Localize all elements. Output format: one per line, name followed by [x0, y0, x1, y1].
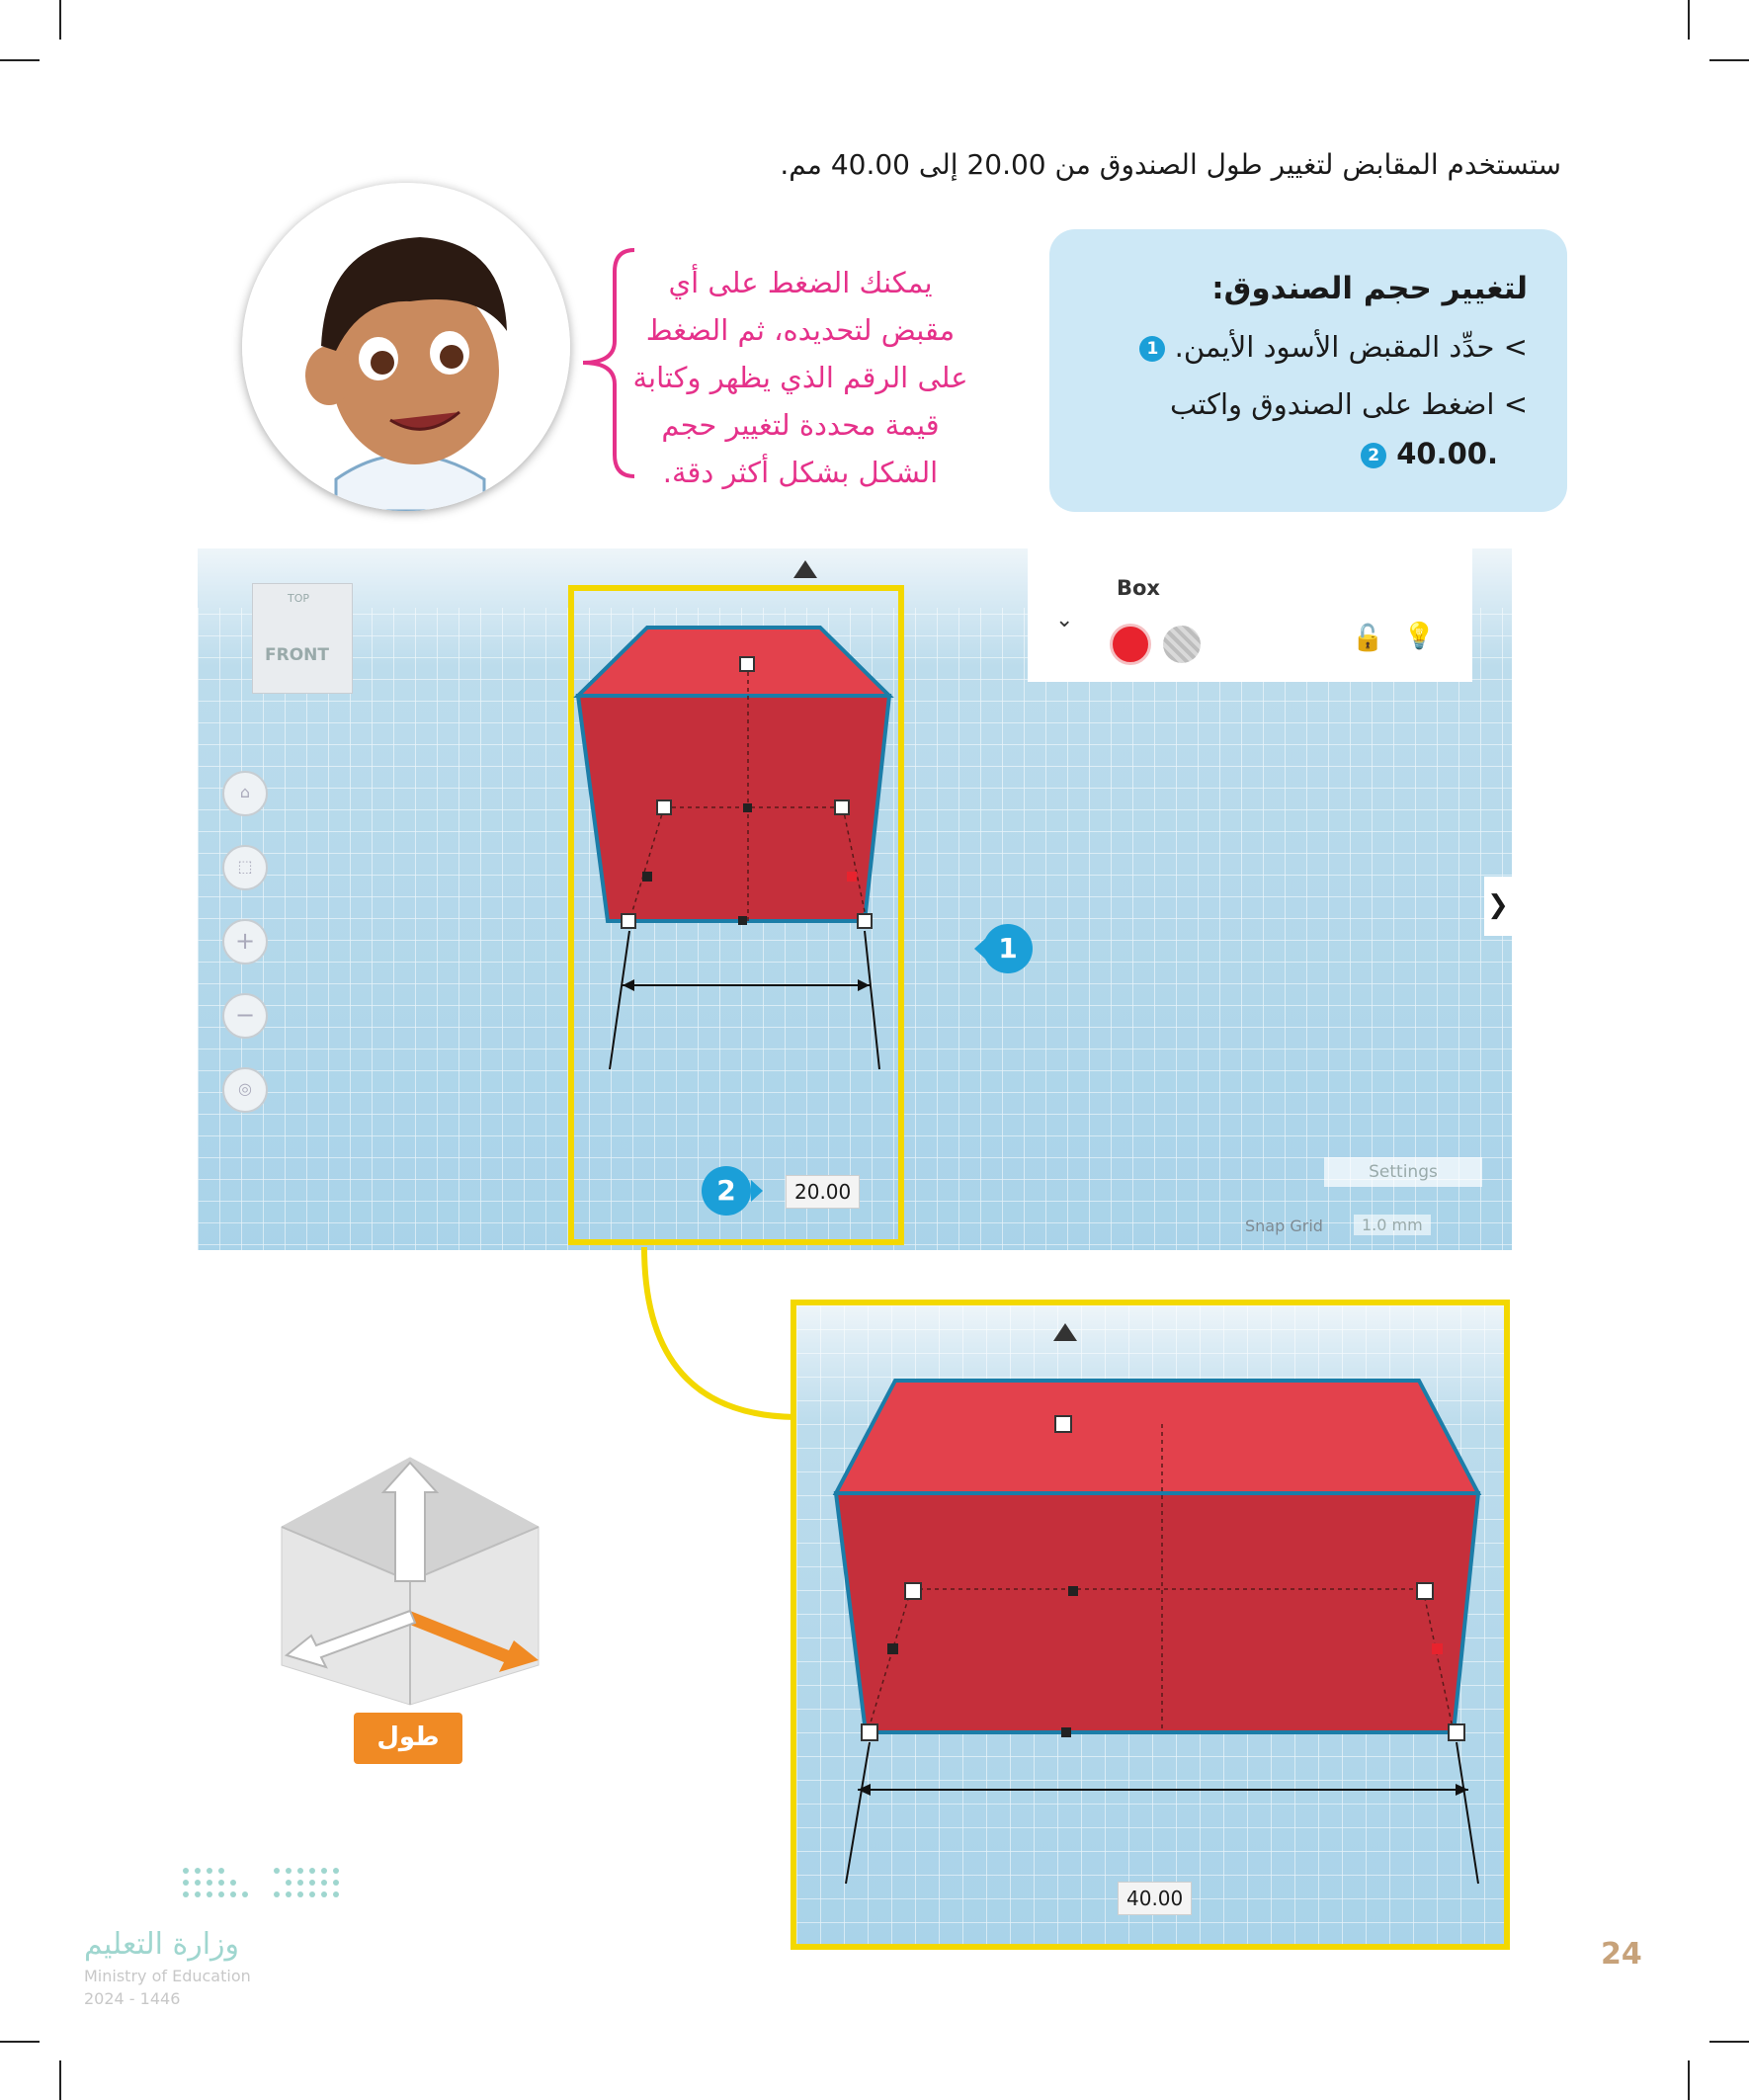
red-box-large[interactable] [796, 1305, 1504, 1944]
snap-grid-select[interactable]: 1.0 mm [1354, 1215, 1431, 1235]
tip-line: مقبض لتحديده، ثم الضغط [645, 313, 956, 347]
crop-mark [59, 2060, 61, 2100]
view-cube-top: TOP [288, 592, 310, 605]
student-avatar [242, 183, 570, 511]
tinkercad-screenshot-1 [198, 548, 1512, 1250]
zoom-out-icon[interactable]: − [222, 993, 268, 1039]
zoom-in-icon[interactable]: + [222, 919, 268, 965]
crop-mark [1688, 0, 1690, 40]
crop-mark [0, 2041, 40, 2043]
crop-mark [1688, 2060, 1690, 2100]
shape-panel [1028, 548, 1472, 682]
settings-button[interactable]: Settings [1324, 1157, 1482, 1187]
sidebar-toggle-icon[interactable]: ❯ [1484, 877, 1512, 936]
tip-line: الشكل بشكل أكثر دقة. [662, 456, 939, 489]
view-cube[interactable] [252, 583, 353, 694]
intro-text: ستستخدم المقابض لتغيير طول الصندوق من 20.00 إلى 40.00 مم. [780, 148, 1561, 181]
tip-line: على الرقم الذي يظهر وكتابة [632, 361, 968, 394]
snap-grid-label: Snap Grid [1245, 1217, 1323, 1235]
callout-badge-1: 1 [983, 924, 1033, 973]
step-2-value-text: .40.00 [1396, 437, 1498, 470]
ministry-year: 2024 - 1446 [84, 1989, 181, 2008]
steps-box [1049, 229, 1567, 512]
lightbulb-icon[interactable]: 💡 [1403, 622, 1436, 651]
step-2: > اضغط على الصندوق واكتب [1169, 387, 1528, 421]
dimension-input-20[interactable]: 20.00 [786, 1175, 860, 1209]
crop-mark [59, 0, 61, 40]
crop-mark [1709, 2041, 1749, 2043]
step-1 [1139, 330, 1528, 364]
tip-line: يمكنك الضغط على أي [668, 266, 933, 299]
speech-tail [1049, 371, 1109, 440]
solid-color-swatch[interactable] [1110, 624, 1151, 665]
crop-mark [0, 59, 40, 61]
length-label: طول [354, 1713, 462, 1764]
length-axis-icon [277, 1453, 543, 1710]
hole-swatch[interactable] [1163, 626, 1201, 663]
fit-view-icon[interactable]: ⬚ [222, 845, 268, 890]
tinkercad-screenshot-2 [791, 1300, 1510, 1950]
step-2-value [1361, 437, 1498, 470]
steps-title: لتغيير حجم الصندوق: [1211, 271, 1528, 306]
dimension-input-40[interactable]: 40.00 [1118, 1882, 1192, 1915]
step-1-text: > حدِّد المقبض الأسود الأيمن. [1174, 330, 1528, 364]
red-box-small[interactable] [568, 585, 904, 1245]
ministry-logo-dots [178, 1863, 351, 1907]
connector-line [632, 1247, 800, 1423]
perspective-icon[interactable]: ◎ [222, 1067, 268, 1113]
callout-badge-2: 2 [702, 1166, 751, 1216]
tip-text [623, 259, 978, 496]
tip-line: قيمة محددة لتغيير حجم [661, 408, 940, 442]
panel-title: Box [1117, 576, 1160, 600]
view-cube-front: FRONT [265, 645, 329, 665]
badge-pointer [751, 1180, 763, 1202]
ministry-name-english: Ministry of Education [84, 1967, 251, 1985]
lock-icon[interactable]: 🔓 [1352, 624, 1384, 653]
badge-pointer [974, 938, 986, 960]
crop-mark [1709, 59, 1749, 61]
page-number: 24 [1601, 1937, 1642, 1972]
step-1-number: 1 [1139, 336, 1165, 362]
ministry-name-arabic: وزارة التعليم [84, 1927, 240, 1962]
tip-brace [575, 247, 644, 479]
home-view-icon[interactable]: ⌂ [222, 771, 268, 816]
lift-handle-icon[interactable] [793, 560, 817, 578]
collapse-chevron-icon[interactable]: ⌄ [1055, 608, 1074, 632]
step-2-number: 2 [1361, 443, 1386, 468]
